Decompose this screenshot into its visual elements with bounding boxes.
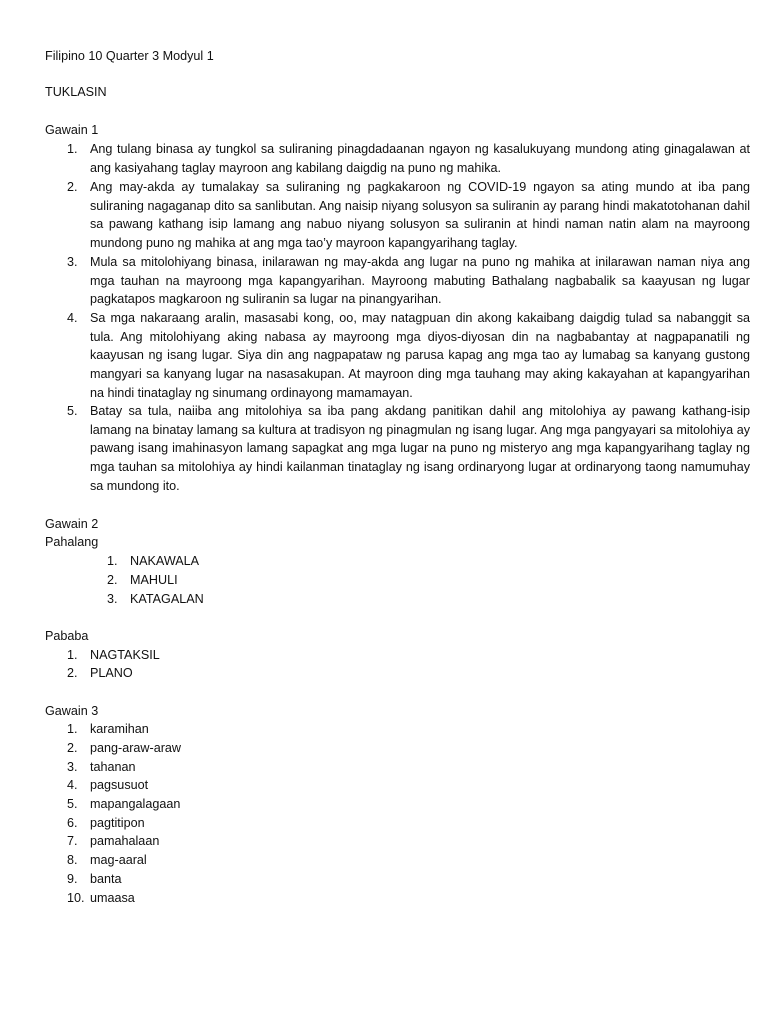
gawain3-item-text: tahanan (90, 760, 136, 774)
gawain3-heading: Gawain 3 (45, 704, 99, 718)
pababa-item-1-number: 1. (67, 648, 78, 662)
pahalang-item-1-number: 1. (107, 554, 118, 568)
gawain1-item-3-number: 3. (67, 255, 78, 269)
gawain3-item-number: 7. (67, 834, 78, 848)
gawain3-item-text: pang-araw-araw (90, 741, 181, 755)
gawain3-item-text: mag-aaral (90, 853, 147, 867)
gawain1-item-1-text: Ang tulang binasa ay tungkol sa suliraning pinagdadaanan ngayon ng kasalukuyang mundong ating ginagalawan at ang kasiyahang taglay mayroon ang kabilang daigdig na puno ng mahika. (90, 142, 750, 175)
pahalang-item-3-text: KATAGALAN (130, 592, 204, 606)
gawain3-item-number: 8. (67, 853, 78, 867)
gawain1-item-4-text: Sa mga nakaraang aralin, masasabi kong, oo, may natagpuan din akong kakaibang daigdig tulad sa nabanggit sa tula. Ang mitolohiyang aking nabasa ay mayroong mga diyos-diyosan din na nagbabantay at nagpapanatili ng kaayusan ng isang lugar. Siya din ang nagpapataw ng parusa kapag ang mga tao ay lumabag sa kanyang gustong mangyari sa kanyang lugar na nasasakupan. At mayroon ding mga tauhang may aking kakayahan at kapangyarihan na hindi tinataglay ng sinumang ordinayong mamamayan. (90, 311, 750, 400)
pahalang-item-3-number: 3. (107, 592, 118, 606)
gawain3-item-text: karamihan (90, 722, 149, 736)
gawain1-item-1-number: 1. (67, 142, 78, 156)
pahalang-item-2-text: MAHULI (130, 573, 178, 587)
gawain1-item-5-text: Batay sa tula, naiiba ang mitolohiya sa iba pang akdang panitikan dahil ang mitolohiya ay pawang kathang-isip lamang na binatay lamang sa kultura at tradisyon ng pinagmulan ng isang lugar. Ang mga pangyayari sa mitolohiya ay pawang isang imahinasyon lamang sapagkat ang mga lugar na puno ng misteryo ang mga kapangyarihang taglay ng mga tauhan sa mitolohiya ay hindi kailanman tinataglay ng isang ordinaryong lugar at ordinaryong taong namumuhay sa mundong ito. (90, 404, 750, 493)
pababa-label: Pababa (45, 629, 89, 643)
gawain3-item-number: 3. (67, 760, 78, 774)
gawain3-item-text: umaasa (90, 891, 135, 905)
gawain3-item-number: 6. (67, 816, 78, 830)
section-heading: TUKLASIN (45, 85, 107, 99)
pahalang-item-2-number: 2. (107, 573, 118, 587)
pahalang-label: Pahalang (45, 535, 99, 549)
gawain3-item-number: 9. (67, 872, 78, 886)
pababa-item-2-text: PLANO (90, 666, 133, 680)
gawain1-heading: Gawain 1 (45, 123, 99, 137)
gawain3-item-text: banta (90, 872, 122, 886)
gawain3-item-number: 1. (67, 722, 78, 736)
gawain1-item-5-number: 5. (67, 404, 78, 418)
gawain3-item-number: 4. (67, 778, 78, 792)
gawain3-item-text: pamahalaan (90, 834, 160, 848)
gawain1-item-3-text: Mula sa mitolohiyang binasa, inilarawan ng may-akda ang lugar na puno ng mahika at inilarawan naman niya ang mga tauhan na mayroong mga kapangyarihan. Mayroong mabuting Bathalang nagbabalik sa kaayusan ng lugar pagkatapos magkaroon ng suliranin sa lugar na pinangyarihan. (90, 255, 750, 307)
gawain3-item-text: pagtitipon (90, 816, 145, 830)
gawain2-heading: Gawain 2 (45, 517, 99, 531)
gawain1-item-2-text: Ang may-akda ay tumalakay sa suliraning ng pagkakaroon ng COVID-19 ngayon sa ating mundo at iba pang suliraning nagaganap dito sa sanlibutan. Ang naisip niyang solusyon sa suliranin ay parang hindi makatotohanan dahil sa pawang kathang isip lamang ang nabuo niyang solusyon sa suliranin at hindi naman natin alam na mayroong mundong puno ng mahika at ang mga tao’y mayroon kapangyarihang taglay. (90, 180, 750, 251)
gawain3-item-text: mapangalagaan (90, 797, 181, 811)
pababa-item-2-number: 2. (67, 666, 78, 680)
gawain3-item-number: 2. (67, 741, 78, 755)
gawain3-item-text: pagsusuot (90, 778, 149, 792)
pahalang-item-1-text: NAKAWALA (130, 554, 200, 568)
document-title: Filipino 10 Quarter 3 Modyul 1 (45, 49, 214, 63)
gawain1-item-2-number: 2. (67, 180, 78, 194)
gawain3-item-number: 10. (67, 891, 85, 905)
pababa-item-1-text: NAGTAKSIL (90, 648, 160, 662)
gawain1-item-4-number: 4. (67, 311, 78, 325)
gawain3-item-number: 5. (67, 797, 78, 811)
